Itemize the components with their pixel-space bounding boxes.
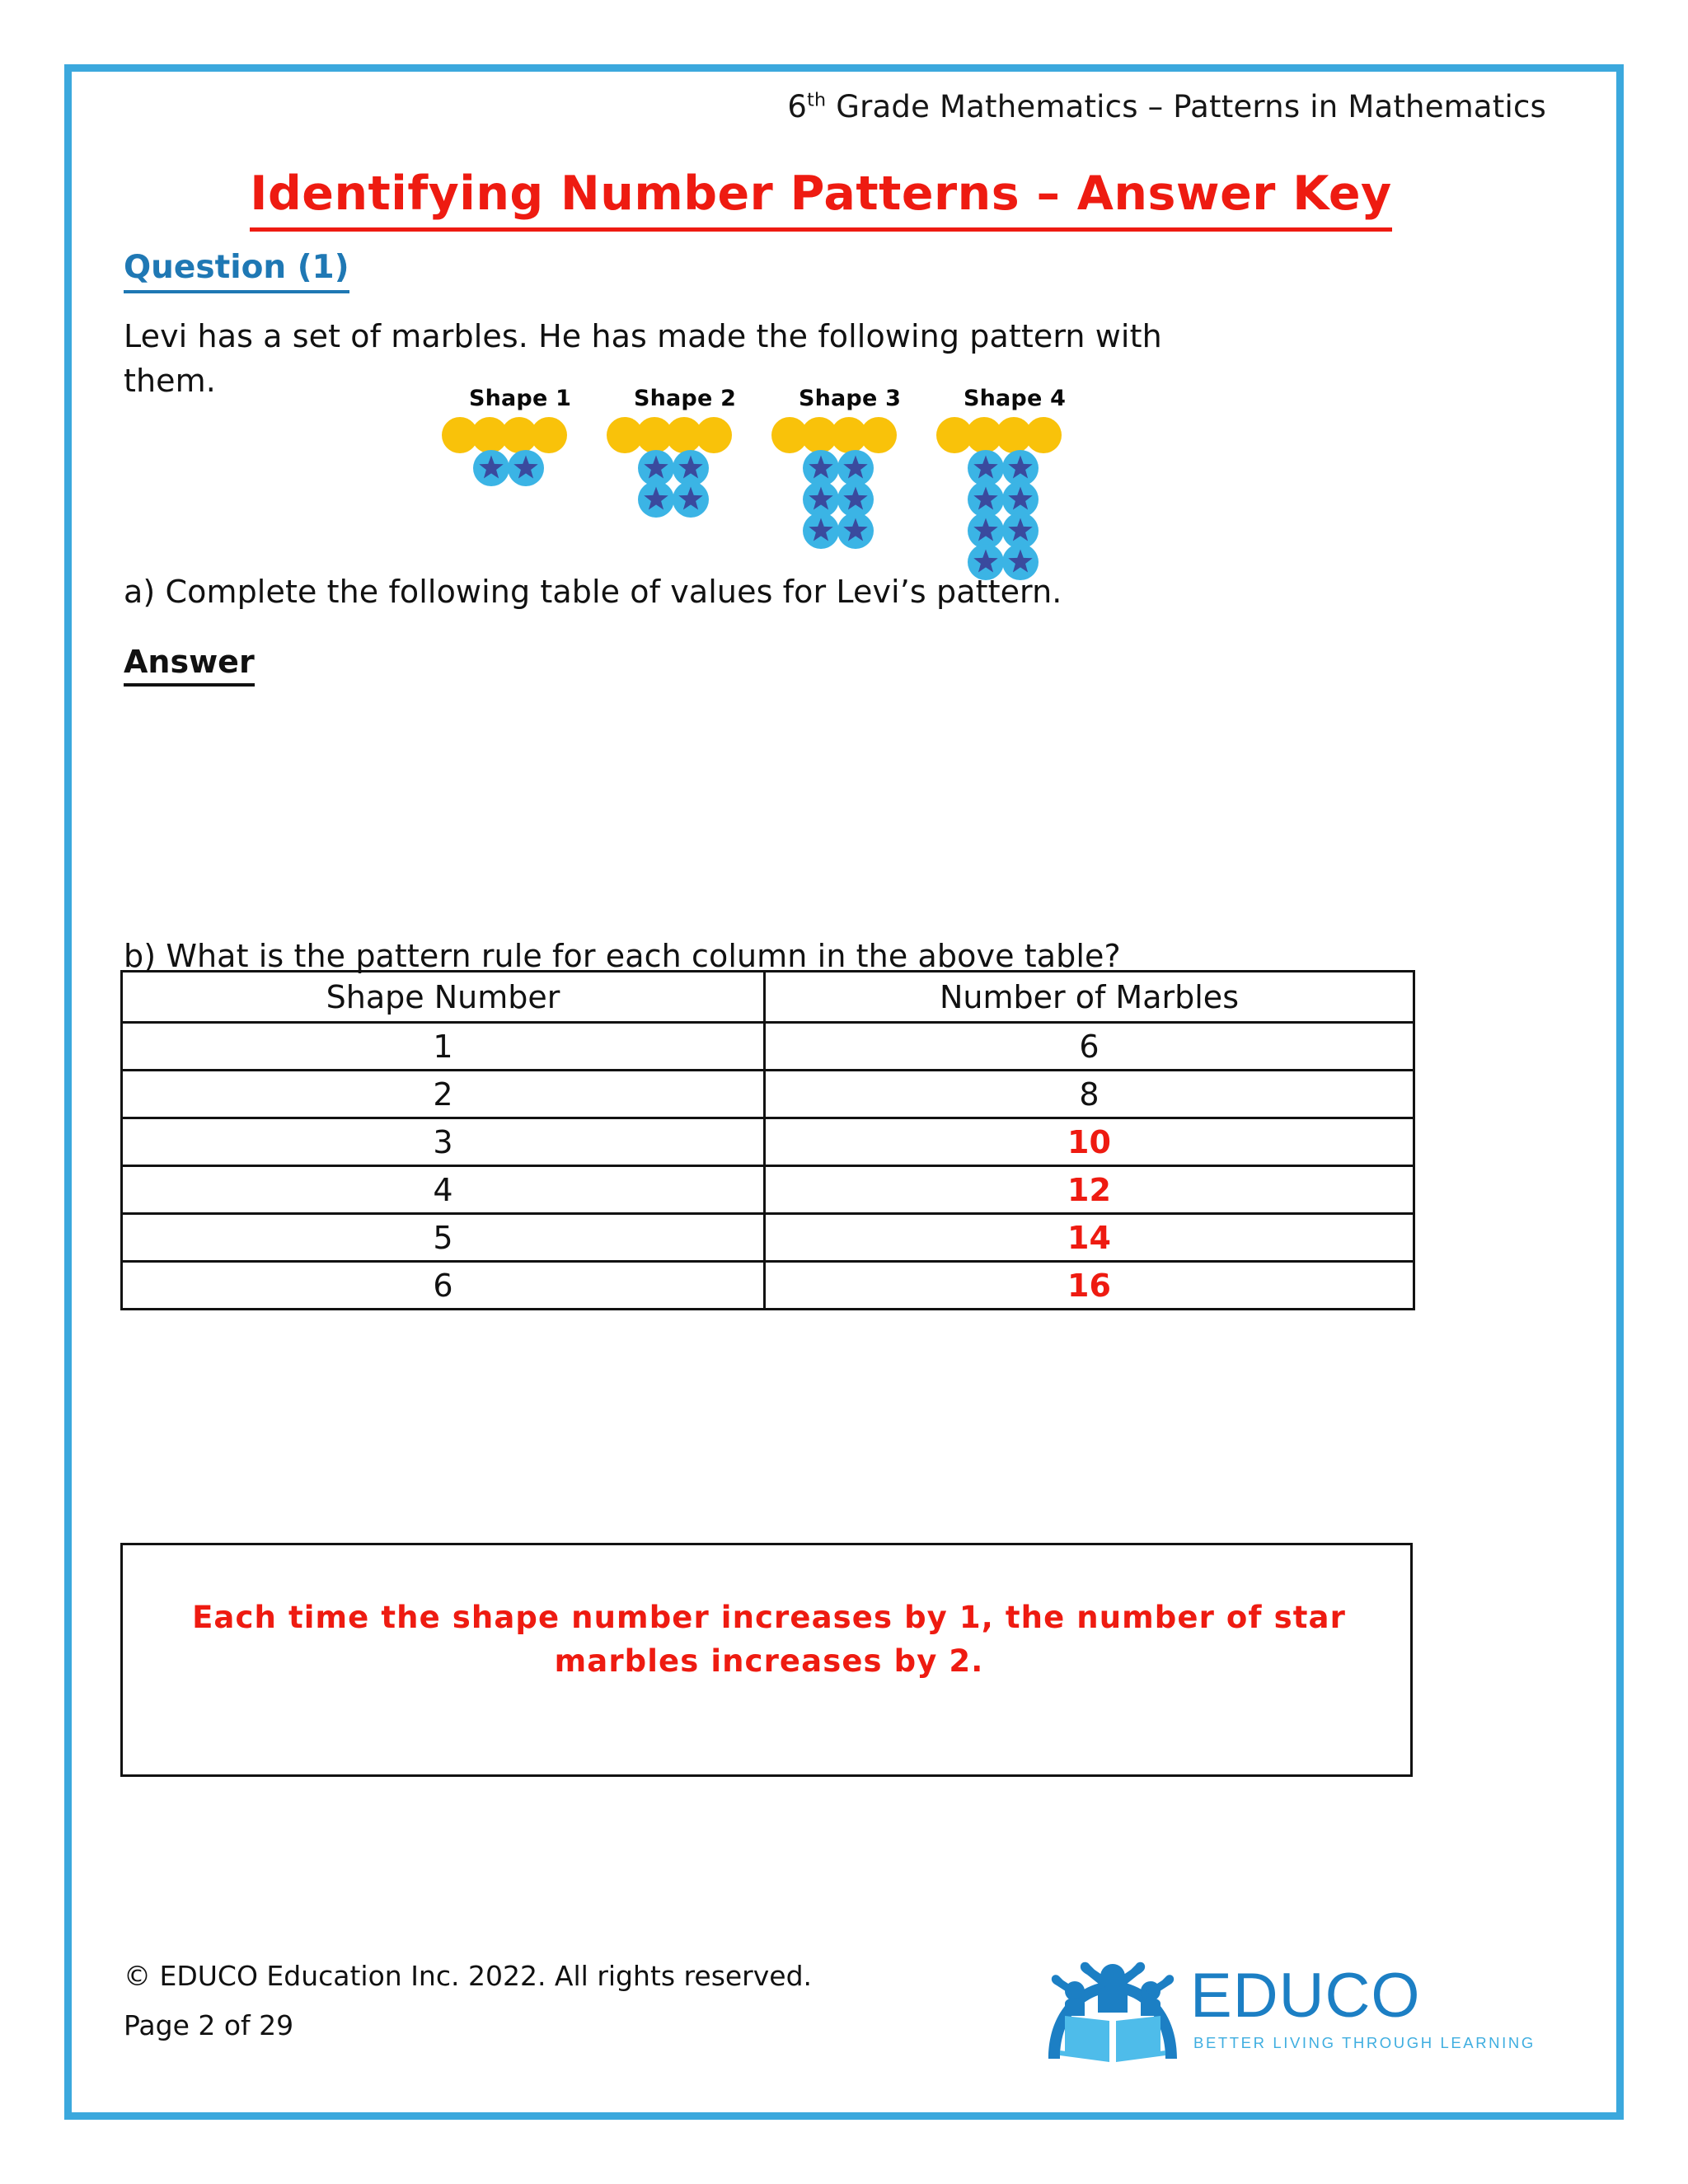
yellow-marble xyxy=(696,417,732,453)
footer-copyright: © EDUCO Education Inc. 2022. All rights reserved. xyxy=(124,1960,813,1992)
yellow-marble xyxy=(1025,417,1062,453)
header-grade-number: 6 xyxy=(787,89,808,124)
educo-logo xyxy=(1034,1958,1536,2065)
table-row xyxy=(122,1214,1414,1262)
cell-shape-number: 5 xyxy=(122,1214,765,1262)
yellow-marble-row xyxy=(607,417,742,453)
table-row xyxy=(122,1023,1414,1071)
page-content xyxy=(79,79,1609,2105)
educo-logo-mark-icon xyxy=(1040,1958,1185,2065)
question-intro-text: Levi has a set of marbles. He has made the following pattern with them. xyxy=(124,318,1162,399)
pattern-rule-answer-text: Each time the shape number increases by 1, the number of star marbles increases by 2. xyxy=(192,1600,1346,1679)
cell-shape-number: 6 xyxy=(122,1262,765,1310)
shape-caption: Shape 3 xyxy=(798,386,902,411)
table-header-shape-number: Shape Number xyxy=(122,972,765,1023)
cell-marbles-answer: 16 xyxy=(765,1262,1414,1310)
blue-star-marble xyxy=(473,450,509,486)
document-header xyxy=(79,89,1546,124)
table-header-number-of-marbles: Number of Marbles xyxy=(765,972,1414,1023)
cell-marbles-answer: 14 xyxy=(765,1214,1414,1262)
table-row xyxy=(122,1262,1414,1310)
cell-marbles: 6 xyxy=(765,1023,1414,1071)
page-title xyxy=(79,166,1563,232)
yellow-marble xyxy=(860,417,897,453)
page-title-text: Identifying Number Patterns – Answer Key xyxy=(250,166,1391,232)
blue-star-marble xyxy=(638,481,674,518)
yellow-marble-row xyxy=(936,417,1071,453)
question-heading xyxy=(124,249,349,293)
part-b-prompt: b) What is the pattern rule for each column in the above table? xyxy=(124,938,1121,974)
educo-wordmark: EDUCO xyxy=(1190,1961,1421,2031)
yellow-marble-row xyxy=(771,417,907,453)
shape-caption: Shape 4 xyxy=(963,386,1067,411)
yellow-marble-row xyxy=(442,417,577,453)
cell-marbles-answer: 12 xyxy=(765,1166,1414,1214)
answer-heading-text: Answer xyxy=(124,644,255,687)
table-row xyxy=(122,1071,1414,1118)
cell-shape-number: 1 xyxy=(122,1023,765,1071)
cell-marbles: 8 xyxy=(765,1071,1414,1118)
part-a-prompt: a) Complete the following table of values for Levi’s pattern. xyxy=(124,574,1062,610)
answer-heading xyxy=(124,644,255,687)
table-row xyxy=(122,1118,1414,1166)
footer-page-number: Page 2 of 29 xyxy=(124,2009,294,2041)
cell-shape-number: 4 xyxy=(122,1166,765,1214)
yellow-marble xyxy=(531,417,567,453)
blue-star-marble xyxy=(803,513,839,549)
question-heading-text: Question (1) xyxy=(124,249,349,293)
pattern-rule-answer-box[interactable] xyxy=(120,1543,1413,1777)
cell-shape-number: 3 xyxy=(122,1118,765,1166)
marble-pattern-figure xyxy=(442,386,1085,551)
blue-star-marble xyxy=(837,513,874,549)
cell-marbles-answer: 10 xyxy=(765,1118,1414,1166)
educo-tagline: BETTER LIVING THROUGH LEARNING xyxy=(1193,2034,1536,2051)
header-grade-ordinal: th xyxy=(807,89,827,111)
table-body xyxy=(122,1023,1414,1310)
shape-caption: Shape 2 xyxy=(633,386,737,411)
header-subject-text: Grade Mathematics – Patterns in Mathematics xyxy=(826,89,1546,124)
blue-star-marble xyxy=(508,450,544,486)
shape-caption: Shape 1 xyxy=(468,386,572,411)
blue-star-marble xyxy=(673,481,709,518)
cell-shape-number: 2 xyxy=(122,1071,765,1118)
table-row xyxy=(122,1166,1414,1214)
values-table xyxy=(120,970,1415,1310)
